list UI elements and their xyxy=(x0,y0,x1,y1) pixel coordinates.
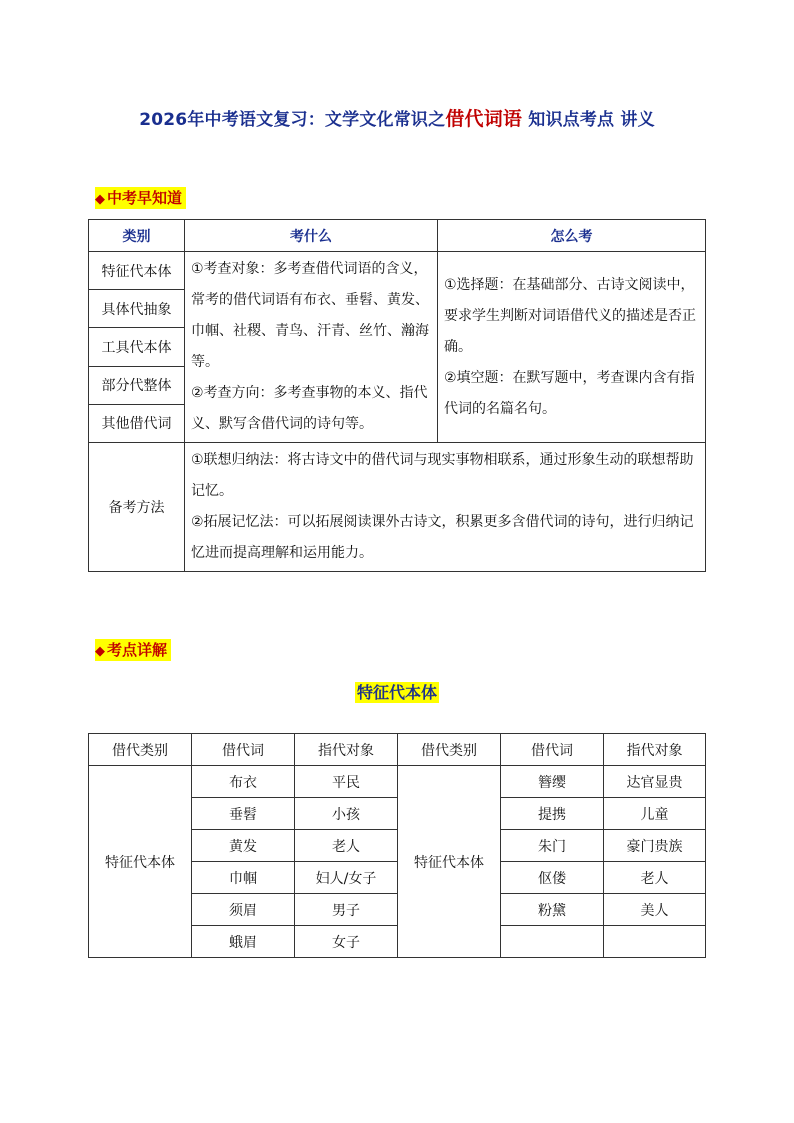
header-cell: 借代词 xyxy=(192,734,295,766)
term-cell: 提携 xyxy=(501,798,604,830)
header-cell: 借代类别 xyxy=(89,734,192,766)
meaning-cell: 妇人/女子 xyxy=(295,862,398,894)
meaning-cell: 豪门贵族 xyxy=(604,830,706,862)
term-cell: 须眉 xyxy=(192,894,295,926)
meaning-cell: 达官显贵 xyxy=(604,766,706,798)
term-cell: 垂髫 xyxy=(192,798,295,830)
method-cell xyxy=(185,443,706,572)
meaning-cell: 老人 xyxy=(295,830,398,862)
term-cell: 巾帼 xyxy=(192,862,295,894)
how-paragraph: ①选择题：在基础部分、古诗文阅读中，要求学生判断对词语借代义的描述是否正确。 xyxy=(444,276,696,355)
header-cell: 类别 xyxy=(89,220,185,252)
subsection-title xyxy=(0,680,794,703)
subsection-title-text: 特征代本体 xyxy=(356,683,437,702)
overview-table xyxy=(88,219,706,572)
method-label-cell: 备考方法 xyxy=(89,443,185,572)
category-cell: 具体代抽象 xyxy=(89,290,185,328)
meaning-cell: 男子 xyxy=(295,894,398,926)
category-cell: 特征代本体 xyxy=(89,766,192,958)
table-row xyxy=(89,252,706,290)
what-paragraph: ①考查对象：多考查借代词语的含义，常考的借代词语有布衣、垂髫、黄发、巾帼、社稷、青鸟、汗青、丝竹、瀚海等。 xyxy=(191,261,429,370)
diamond-icon: ◆ xyxy=(95,644,105,659)
section-heading-text: 中考早知道 xyxy=(107,189,183,207)
meaning-cell: 平民 xyxy=(295,766,398,798)
how-paragraph: ②填空题：在默写题中，考查课内含有指代词的名篇名句。 xyxy=(444,369,695,417)
method-paragraph: ②拓展记忆法：可以拓展阅读课外古诗文，积累更多含借代词的诗句，进行归纳记忆进而提高理解和运用能力。 xyxy=(191,514,694,561)
table-row xyxy=(89,443,706,572)
header-cell: 借代类别 xyxy=(398,734,501,766)
header-cell: 指代对象 xyxy=(604,734,706,766)
table-header-row xyxy=(89,220,706,252)
term-cell: 蛾眉 xyxy=(192,926,295,958)
detail-table xyxy=(88,733,706,958)
header-cell: 指代对象 xyxy=(295,734,398,766)
page-title xyxy=(0,104,794,131)
section-heading-text: 考点详解 xyxy=(107,641,168,659)
what-paragraph: ②考查方向：多考查事物的本义、指代义、默写含借代词的诗句等。 xyxy=(191,385,428,432)
section-heading-details xyxy=(95,639,171,661)
category-cell: 特征代本体 xyxy=(398,766,501,958)
what-cell xyxy=(185,252,438,443)
title-prefix: 2026年中考语文复习：文学文化常识之 xyxy=(139,110,446,130)
table-row xyxy=(89,766,706,798)
meaning-cell: 儿童 xyxy=(604,798,706,830)
diamond-icon: ◆ xyxy=(95,192,105,207)
header-cell: 怎么考 xyxy=(438,220,706,252)
term-cell: 黄发 xyxy=(192,830,295,862)
term-cell: 朱门 xyxy=(501,830,604,862)
category-cell: 特征代本体 xyxy=(89,252,185,290)
how-cell xyxy=(438,252,706,443)
category-cell: 其他借代词 xyxy=(89,404,185,442)
meaning-cell: 老人 xyxy=(604,862,706,894)
section-heading-overview xyxy=(95,187,186,209)
meaning-cell: 小孩 xyxy=(295,798,398,830)
term-cell xyxy=(501,926,604,958)
meaning-cell xyxy=(604,926,706,958)
term-cell: 布衣 xyxy=(192,766,295,798)
title-highlight: 借代词语 xyxy=(445,108,523,130)
term-cell: 簪缨 xyxy=(501,766,604,798)
header-cell: 借代词 xyxy=(501,734,604,766)
category-cell: 工具代本体 xyxy=(89,328,185,366)
meaning-cell: 美人 xyxy=(604,894,706,926)
header-cell: 考什么 xyxy=(185,220,438,252)
method-paragraph: ①联想归纳法：将古诗文中的借代词与现实事物相联系，通过形象生动的联想帮助记忆。 xyxy=(191,452,694,499)
meaning-cell: 女子 xyxy=(295,926,398,958)
title-suffix: 知识点考点 讲义 xyxy=(522,110,655,130)
term-cell: 伛偻 xyxy=(501,862,604,894)
category-cell: 部分代整体 xyxy=(89,366,185,404)
table-header-row xyxy=(89,734,706,766)
term-cell: 粉黛 xyxy=(501,894,604,926)
